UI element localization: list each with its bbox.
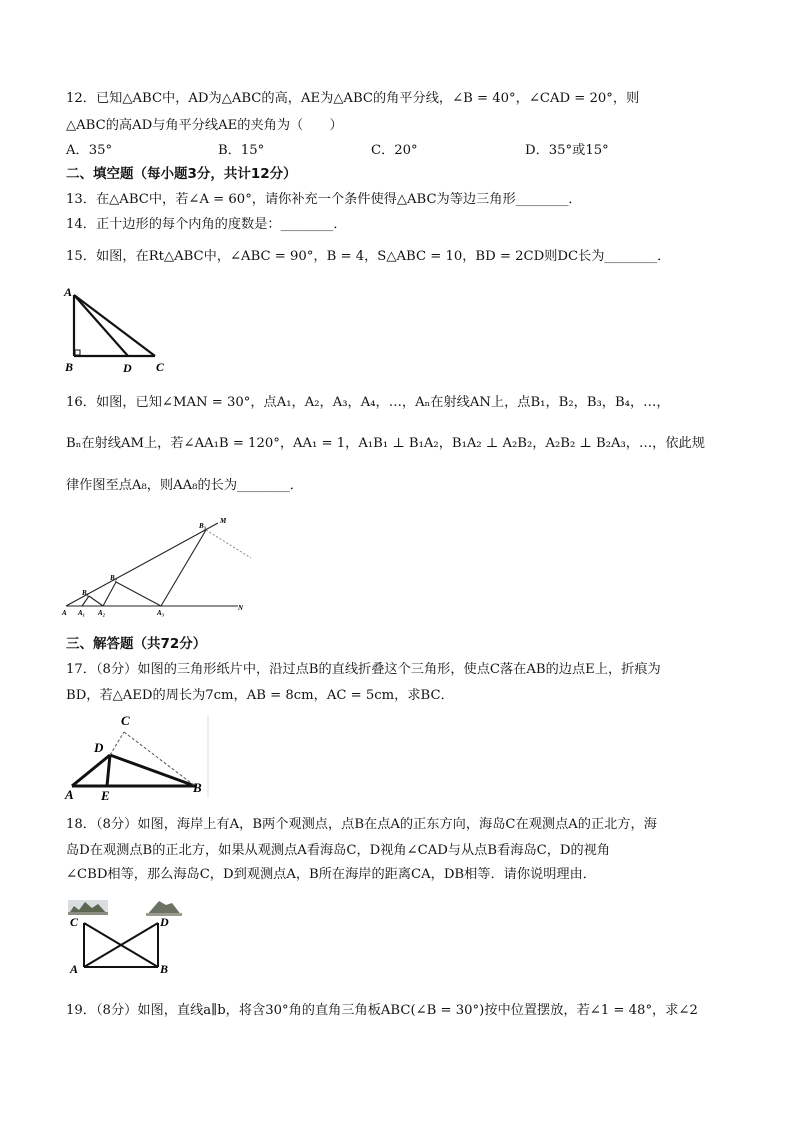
fig17-label-a: A [65,787,74,802]
fig15-label-a: A [64,285,73,299]
fig15-label-b: B [65,360,74,374]
q14-text: 14．正十边形的每个内角的度数是：________． [66,217,347,232]
q18-line2: 岛D在观测点B的正北方，如果从观测点A看海岛C，D视角∠CAD与从点B看海岛C，D的视角 [66,843,611,858]
fig15-label-d: D [123,361,132,375]
fig16-seg-b2a3 [116,582,161,606]
island-d-image [146,900,182,916]
q15-text: 15．如图，在Rt△ABC中，∠ABC = 90°，B = 4，S△ABC = 10，BD = 2CD则DC长为________． [66,249,671,264]
island-c-image [68,900,108,915]
section-2-title: 二、填空题（每小题3分，共计12分） [66,166,297,182]
fig18-label-b: B [160,962,169,976]
fig16-label-b2: B₂ [110,574,118,582]
fig16-label-m: M [220,517,227,525]
q12-line1: 12．已知△ABC中，AD为△ABC的高，AE为△ABC的角平分线，∠B = 40°，∠CAD = 20°，则 [66,91,640,106]
fig15-label-c: C [156,360,165,374]
fig16-label-a2: A₂ [98,609,106,617]
fig17-segment-ad [72,755,110,786]
section-3-title: 三、解答题（共72分） [66,636,207,652]
fig16-label-b1: B₁ [82,589,90,597]
fig16-dotted-extension [206,530,251,558]
fig16-label-b3: B₃ [199,522,207,530]
fig17-dashed-cb [124,732,195,786]
q12-option-d: D．35°或15° [525,143,609,158]
fig17-label-d: D [94,740,104,755]
q13-text: 13．在△ABC中，若∠A = 60°，请你补充一个条件使得△ABC为等边三角形________． [66,192,582,207]
fig16-label-a3: A₃ [157,609,165,617]
figure-q16 [58,513,258,618]
fig17-segment-db [110,755,195,786]
fig18-label-a: A [70,962,79,976]
q18-line3: ∠CBD相等，那么海岛C，D到观测点A，B所在海岸的距离CA，DB相等．请你说明理由． [66,867,596,882]
fig15-right-angle-mark [75,350,80,355]
fig17-label-c: C [121,713,130,728]
q12-line2: △ABC的高AD与角平分线AE的夹角为（ ） [66,118,343,133]
fig16-label-n: N [238,604,244,612]
q17-line1: 17．（8分）如图的三角形纸片中，沿过点B的直线折叠这个三角形，使点C落在AB的边点E上，折痕为 [66,662,661,677]
fig16-seg-a1b1 [82,596,89,606]
fig18-label-d: D [160,915,169,929]
q12-option-b: B．15° [218,143,265,158]
fig17-label-b: B [193,780,202,795]
q16-line3: 律作图至点A₈，则AA₈的长为________． [66,478,303,493]
fig18-label-c: C [70,915,79,929]
q16-line1: 16．如图，已知∠MAN = 30°，点A₁，A₂，A₃，A₄，…，Aₙ在射线AN上，点B₁，B₂，B₃，B₄，…， [66,395,670,410]
fig16-label-a: A [62,609,67,617]
fig15-segment-ad [74,295,128,356]
q16-line2: Bₙ在射线AM上，若∠AA₁B = 120°，AA₁ = 1，A₁B₁ ⊥ B₁A₂，B₁A₂ ⊥ A₂B₂，A₂B₂ ⊥ B₂A₃，…，依此规 [66,436,705,451]
q18-line1: 18．（8分）如图，海岸上有A，B两个观测点，点B在点A的正东方向，海岛C在观测点A的正北方，海 [66,817,657,832]
q12-option-a: A．35° [66,143,113,158]
figure-q18 [62,895,184,977]
q12-option-c: C．20° [371,143,418,158]
q19-text: 19．（8分）如图，直线a∥b，将含30°角的直角三角板ABC(∠B = 30°)按中位置摆放，若∠1 = 48°，求∠2 [66,1003,698,1018]
q17-line2: BD，若△AED的周长为7cm，AB = 8cm，AC = 5cm，求BC． [66,688,454,703]
fig16-label-a1: A₁ [78,609,86,617]
fig17-dashed-dc [110,732,124,755]
figure-q17 [60,710,212,802]
fig17-label-e: E [101,788,110,802]
fig17-segment-de [107,755,110,786]
fig16-seg-a2b2 [103,582,116,606]
fig15-segment-ac [74,295,155,356]
figure-q15 [60,283,180,375]
fig16-seg-b1a2 [89,596,103,606]
